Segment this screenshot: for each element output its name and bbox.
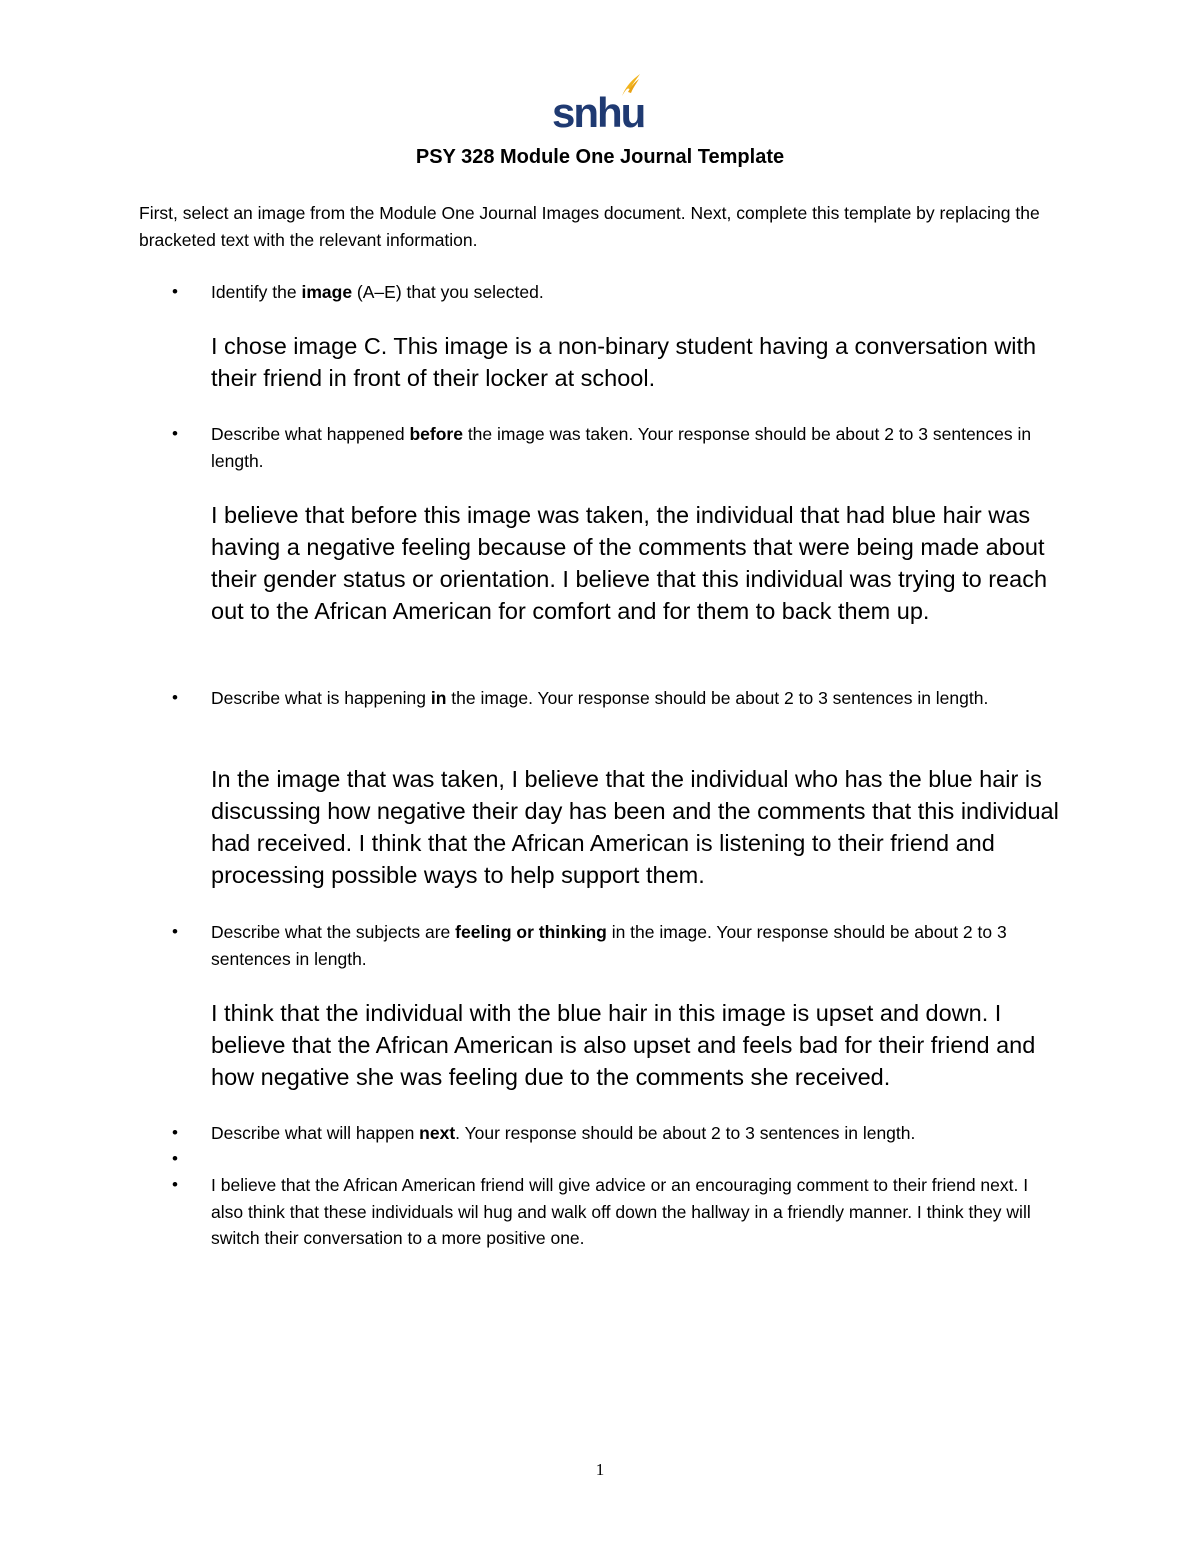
snhu-logo — [552, 72, 644, 134]
answer-in-image: In the image that was taken, I believe that the individual who has the blue hair is discussing how negative their day has been and the comments that this individual had received. I think that the African American is listening to their friend and processing possible ways to help support them. — [211, 766, 1059, 888]
bullet-marker: • — [172, 282, 178, 301]
answer-image-selection: I chose image C. This image is a non-binary student having a conversation with their friend in front of their locker at school. — [211, 333, 1037, 391]
prompt-text: (A–E) that you selected. — [352, 282, 544, 302]
bullet-marker: • — [172, 688, 178, 707]
prompt-text: Describe what will happen — [211, 1123, 420, 1143]
prompt-keyword: before — [409, 424, 463, 444]
prompt-image-selection — [211, 279, 1061, 306]
prompt-text: the image was taken. Your response should be about 2 to 3 sentences in length. — [211, 424, 1032, 471]
bullet-marker: • — [172, 424, 178, 443]
answer-before: I believe that before this image was taken, the individual that had blue hair was having a negative feeling because of the comments that were being made about their gender status or orientation. I believe that this individual was trying to reach out to the African American for comfort and for them to back them up. — [211, 502, 1048, 624]
bullet-marker-empty: • — [172, 1149, 178, 1168]
prompt-text: in the image. Your response should be about 2 to 3 sentences in length. — [211, 922, 1007, 969]
prompt-keyword: in — [430, 688, 447, 708]
prompt-keyword: feeling or thinking — [455, 922, 607, 942]
logo-wordmark: snhu — [552, 89, 645, 136]
intro-paragraph: First, select an image from the Module One Journal Images document. Next, complete this template by replacing the bracketed text with the relevant information. — [139, 203, 1040, 250]
prompt-keyword: image — [301, 282, 353, 302]
page-number: 1 — [595, 1460, 605, 1479]
prompt-next — [211, 1120, 1061, 1147]
prompt-before — [211, 421, 1061, 474]
bullet-marker: • — [172, 922, 178, 941]
prompt-keyword: next — [419, 1123, 456, 1143]
prompt-text: Describe what the subjects are — [211, 922, 456, 942]
prompt-text: Describe what happened — [211, 424, 410, 444]
prompt-feeling-thinking — [211, 919, 1061, 972]
bullet-marker: • — [172, 1175, 178, 1194]
answer-feeling-thinking: I think that the individual with the blue hair in this image is upset and down. I believe that the African American is also upset and feels bad for their friend and how negative she was feeling due to the comments she received. — [211, 1000, 1036, 1090]
prompt-text: Identify the — [211, 282, 302, 302]
document-title: PSY 328 Module One Journal Template — [415, 146, 785, 168]
prompt-text: Describe what is happening — [211, 688, 431, 708]
bullet-marker: • — [172, 1123, 178, 1142]
prompt-text: . Your response should be about 2 to 3 sentences in length. — [455, 1123, 916, 1143]
prompt-in-image — [211, 685, 1061, 712]
prompt-text: the image. Your response should be about 2 to 3 sentences in length. — [446, 688, 989, 708]
answer-next: I believe that the African American friend will give advice or an encouraging comment to their friend next. I also think that these individuals wil hug and walk off down the hallway in a friendly manner. I think they will switch their conversation to a more positive one. — [211, 1175, 1031, 1248]
